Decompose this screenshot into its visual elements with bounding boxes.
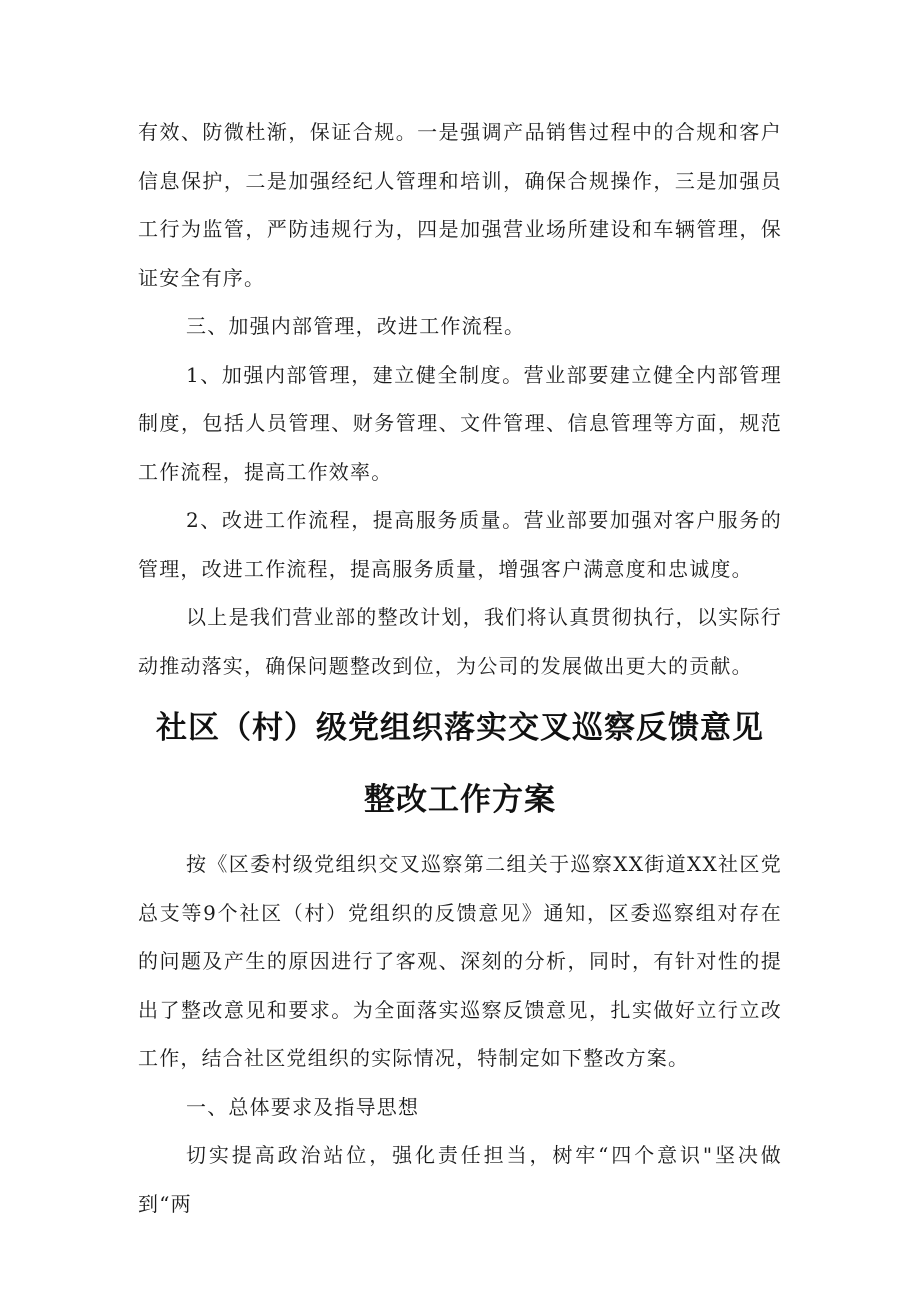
document-title-line-2: 整改工作方案 xyxy=(364,782,556,818)
section-3-heading: 三、加强内部管理，改进工作流程。 xyxy=(186,314,526,338)
item-1-paragraph: 1、加强内部管理，建立健全制度。营业部要建立健全内部管理制度，包括人员管理、财务管理、文件管理、信息管理等方面，规范工作流程，提高工作效率。 xyxy=(138,362,782,484)
document-title-line-1: 社区（村）级党组织落实交叉巡察反馈意见 xyxy=(156,710,764,746)
closing-paragraph: 以上是我们营业部的整改计划，我们将认真贯彻执行，以实际行动推动落实，确保问题整改到位，为公司的发展做出更大的贡献。 xyxy=(138,605,782,678)
intro-paragraph: 按《区委村级党组织交叉巡察第二组关于巡察XX街道XX社区党总支等9个社区（村）党组织的反馈意见》通知，区委巡察组对存在的问题及产生的原因进行了客观、深刻的分析，同时，有针对性的提出了整改意见和要求。为全面落实巡察反馈意见，扎实做好立行立改工作，结合社区党组织的实际情况，特制定如下整改方案。 xyxy=(138,852,782,1070)
document-title xyxy=(138,692,782,836)
section-1-heading: 一、总体要求及指导思想 xyxy=(186,1094,420,1119)
item-2-paragraph: 2、改进工作流程，提高服务质量。营业部要加强对客户服务的管理，改进工作流程，提高服务质量，增强客户满意度和忠诚度。 xyxy=(138,508,782,581)
section-1-paragraph: 切实提高政治站位，强化责任担当，树牢“四个意识"坚决做到“两 xyxy=(138,1143,782,1216)
continuation-paragraph: 有效、防微杜渐，保证合规。一是强调产品销售过程中的合规和客户信息保护，二是加强经纪人管理和培训，确保合规操作，三是加强员工行为监管，严防违规行为，四是加强营业场所建设和车辆管理，保证安全有序。 xyxy=(138,120,782,290)
